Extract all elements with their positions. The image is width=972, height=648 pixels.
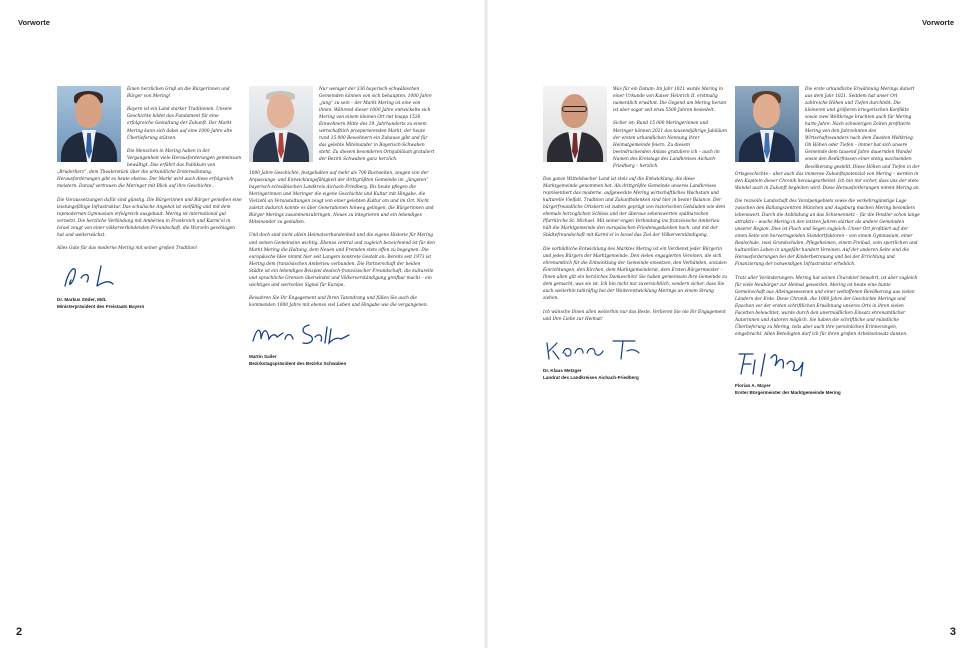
foreword-paragraph: Und doch sind nicht allein Heimatverbundenheit und die eigene Historie für Mering und seinen Gemeinsinn wichtig. Ebenso zentral und zugleich bezeichnend ist für den Markt Mering die Haltung, dem Neuen und Fremden stets offen zu begegnen. Die europäische Idee nimmt hier seit Langem konkrete Gestalt an: Bereits seit 1973 ist Mering dem französischen Ambérieu verbunden. Die Partnerschaft der beiden Städte ist ein lebendiges Beispiel deutsch-französischer Freundschaft, die kulturelle und sprachliche Grenzen überwindet und Völkerverständigung greifbar macht – ein wichtiges und wertvolles Signal für Europa. <box>249 233 435 288</box>
portrait-photo <box>249 86 313 162</box>
running-header-right: Vorworte <box>922 18 954 27</box>
signatory-name: Dr. Markus Söder, MdL <box>57 297 107 303</box>
foreword-paragraph: Ich wünsche Ihnen allen weiterhin nur das Beste. Verlieren Sie nie Ihr Engagement und Ihre Liebe zur Heimat! <box>543 309 726 322</box>
page-number-left: 2 <box>16 626 23 638</box>
foreword-paragraph: Die Voraussetzungen dafür sind günstig. Die Bürgerinnen und Bürger genießen eine leistungsfähige Infrastruktur. Das schulische Angebot ist vielfältig und mit dem topmodernen Gymnasium erfolgreich ausgebaut. Mering ist international gut vernetzt. Die herzliche Verbindung mit Ambérieu in Frankreich und Karmi’el in Israel zeugt von einer völkerverbindenden Freundschaft, die Wurzeln geschlagen hat und weiterwächst. <box>57 197 242 238</box>
foreword-paragraph: Einen herzlichen Gruß an die Bürgerinnen und Bürger von Mering! <box>127 87 230 100</box>
foreword-column-mayer <box>735 86 921 396</box>
signatory-role: Erster Bürgermeister der Marktgemeinde Mering <box>735 390 841 396</box>
foreword-paragraph: Was für ein Datum: Im Jahr 1021 wurde Mering in einer Urkunde von Kaiser Heinrich II. erstmalig namentlich erwähnt. Die Gegend um Mering herum ist aber sogar seit etwa 5500 Jahren besiedelt. <box>613 87 727 114</box>
signatory-name: Florian A. Mayer <box>735 383 771 389</box>
handwritten-signature <box>249 317 435 351</box>
signatory-name: Dr. Klaus Metzger <box>543 367 582 373</box>
portrait-photo <box>543 86 607 162</box>
foreword-paragraph: Nur weniger der 336 bayerisch-schwäbischen Gemeinden können von sich behaupten, 1000 Jahre „jung“ zu sein – der Markt Mering ist eine von ihnen. Während dieser 1000 Jahre entwickelte sich Mering von einem kleinen Ort mit knapp 1530 Einwohnern Mitte des 19. Jahrhunderts zu einem wirtschaftlich prosperierenden Markt, der heute rund 15 000 Bewohnern ein Zuhause gibt und für das gelebte Miteinander in Bayerisch-Schwaben steht. Zu diesem besonderen Ortsjubiläum gratuliert der Bezirk Schwaben ganz herzlich. <box>319 87 435 163</box>
signatory-role: Bezirkstagspräsident des Bezirks Schwaben <box>249 361 347 367</box>
handwritten-signature <box>543 331 729 365</box>
foreword-column-sailer <box>249 86 435 367</box>
foreword-column-metzger <box>543 86 729 381</box>
foreword-paragraph: Die reizvolle Landschaft des Voralpengebiets sowie die verkehrsgünstige Lage zwischen den Ballungszentren München und Augsburg machen Mering besonders lebenswert. Durch die Anbindung an das Schienennetz – für die Pendler schon lange attraktiv – wuchs Mering in den letzten Jahren stärker als andere Gemeinden unserer Region. Dies ist Fluch und Segen zugleich: Unser Ort profitiert auf der einen Seite von hervorragenden Standortfaktoren – von einem Gymnasium, einer Realschule, zwei Grundschulen, Pflegeheimen, einem Freibad, vom sportlichen und kulturellen Leben in ungefähr hundert Vereinen. Auf der anderen Seite sind die Herausforderungen bei der Kinderbetreuung und bei der Errichtung und Finanzierung der notwendigen Infrastruktur erheblich. <box>735 199 920 268</box>
signatory-role: Landrat des Landkreises Aichach-Friedberg <box>543 374 639 380</box>
foreword-paragraph: Bayern ist ein Land starker Traditionen. Unsere Geschichte bildet das Fundament für eine erfolgreiche Gestaltung der Zukunft. Der Markt Mering kann sich dabei auf eine 1000 Jahre alte Überlieferung stützen. <box>127 107 233 141</box>
signatory-name: Martin Sailer <box>249 354 277 360</box>
foreword-paragraph: Bewahren Sie Ihr Engagement und Ihren Tatendrang und füllen Sie auch die kommenden 1000 Jahre mit ebenso viel Leben und Hingabe wie die vergangenen. <box>249 296 428 309</box>
portrait-photo <box>735 86 799 162</box>
foreword-paragraph: Das ganze Wittelsbacher Land ist stolz auf die Entwicklung, die diese Marktgemeinde genommen hat. Als drittgrößte Gemeinde unseres Landkreises repräsentiert das moderne, aufgeweckte Mering wirtschaftliches Wachstum und kulturelle Vielfalt. Tradition und Zukunftsdenken sind hier in bester Balance. Der bürgerfreundliche Ortskern ist zudem geprägt von historischen Gebäuden wie dem ehemals herzoglichen Schloss und der überaus sehenswerten spätbarocken Pfarrkirche St. Michael. Mit seiner engen Verbindung ins französische Ambérieu hält die Marktgemeinde den europäischen Friedensgedanken hoch, und mit der Städtefreundschaft mit Karmi’el in Israel das Ziel der Völkerverständigung. <box>543 177 726 239</box>
foreword-paragraph: Alles Gute für das moderne Mering mit seiner großen Tradition! <box>57 246 198 252</box>
page-gutter <box>484 0 488 648</box>
foreword-paragraph: 1000 Jahre Geschichte, festgehalten auf mehr als 700 Buchseiten, zeugen von der Anpassungs- und Entwicklungsfähigkeit der drittgrößten Gemeinde im „jüngsten“ bayerisch-schwäbischen Landkreis Aichach-Friedberg. Bis heute pflegen die Meringerinnen und Meringer die eigene Geschichte und Kultur mit Hingabe, die Vielzahl an Veranstaltungen zeugt von einer gelebten Kultur am und im Ort. Nicht zuletzt dadurch konnte es über Generationen hinweg gelingen, die Bürgerinnen und Bürger Merings zusammenzubringen, Neues zu integrieren und ein lebendiges Miteinander zu gestalten. <box>249 170 434 226</box>
foreword-paragraph: Sicher ist: Rund 15 000 Meringerinnen und Meringer können 2021 das tausendjährige Jubiläum der ersten urkundlichen Nennung ihrer Heimatgemeinde feiern. Zu diesem beeindruckenden Anlass gratuliere ich – auch im Namen des Kreistags des Landkreises Aichach-Friedberg – herzlich. <box>613 121 727 169</box>
foreword-paragraph: Trotz aller Veränderungen: Mering hat seinen Charakter bewahrt, ist aber zugleich für viele Neubürger zur Heimat geworden. Mering ist heute eine bunte Gemeinschaft aus Alteingesessenen und einer weltoffenen Bevölkerung aus vielen Ländern der Erde. Diese Chronik, die 1000 Jahre der Geschichte Merings und Epochen vor der ersten schriftlichen Erwähnung unseres Orts in ihren vielen Facetten beleuchtet, wurde durch den unermüdlichen Einsatz ehrenamtlicher Autorinnen und Autoren möglich. Sie haben die schriftliche und mündliche Überlieferung zu Mering, teils aber auch ihre persönlichen Erinnerungen, eingebracht. Allen Beteiligten darf ich für ihren großen Arbeitseinsatz danken. <box>735 275 918 338</box>
signatory-role: Ministerpräsident des Freistaats Bayern <box>57 304 145 310</box>
running-header-left: Vorworte <box>18 18 50 27</box>
portrait-photo <box>57 86 121 162</box>
foreword-paragraph: Die vorbildliche Entwicklung des Marktes Mering ist ein Verdienst jeder Bürgerin und jedes Bürgers der Marktgemeinde. Den vielen engagierten Vereinen, die sich ehrenamtlich für die Entwicklung der Gemeinde einsetzen, den Verbänden, sozialen Einrichtungen, den Kirchen, dem Marktgemeinderat, dem Ersten Bürgermeister – Ihnen allen gilt ein herzliches Dankeschön! Sie haben gemeinsam Ihre Gemeinde zu dem gemacht, was sie ist. Ich bin nicht nur zuversichtlich, sondern sicher, dass Sie auch weiterhin tatkräftig bei der Weiterentwicklung Merings an einem Strang ziehen. <box>543 246 728 302</box>
foreword-column-soeder <box>57 86 243 310</box>
foreword-paragraph: Die erste urkundliche Erwähnung Merings datiert aus dem Jahr 1021. Seitdem hat unser Ort zahlreiche Höhen und Tiefen durchlebt. Die kleineren und größeren kriegerischen Konflikte sowie zwei Weltkriege brachten auch für Mering harte Jahre. Nach schwierigen Zeiten profitierte Mering von den Jahrzehnten des Wirtschaftswunders nach dem Zweiten Weltkrieg. Ob Höhen oder Tiefen – immer hat sich unsere Gemeinde dem tausend Jahre dauernden Wandel sowie den Bedürfnissen einer stetig wachsenden Bevölkerung gestellt. Diese Höhen und Tiefen in der Ortsgeschichte – aber auch das immense Zukunftspotenzial von Mering – werden in den Kapiteln dieser Chronik herausgearbeitet. Ich bin mir sicher, dass uns der stete Wandel auch in Zukunft begleiten wird. Diese Herausforderungen nimmt Mering an. <box>735 87 920 191</box>
foreword-paragraph: Die Menschen in Mering haben in der Vergangenheit viele Herausforderungen gemeinsam bewältigt. Das erfährt das Publikum von „Bruderherz“, dem Theaterstück über die urkundliche Ersterwähnung. Herausforderungen gibt es heute ebenso. Der Markt wird auch diese erfolgreich meistern. Darauf vertrauen die Meringer mit Blick auf ihre Geschichte. <box>57 148 242 190</box>
handwritten-signature <box>735 346 921 380</box>
page-number-right: 3 <box>949 626 956 638</box>
handwritten-signature <box>57 260 243 294</box>
